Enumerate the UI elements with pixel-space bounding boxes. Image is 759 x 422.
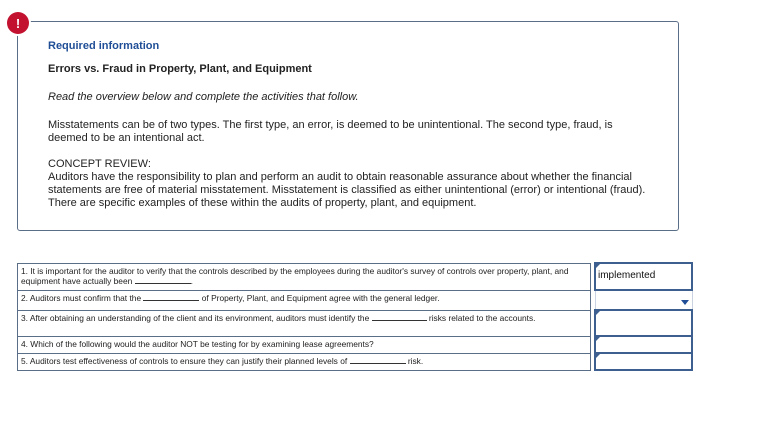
answer-2-select[interactable] [595,290,692,310]
required-info-title: Required information [48,40,160,52]
table-row [18,336,693,353]
question-3: 3. After obtaining an understanding of the client and its environment, auditors must identify the risks related to the accounts. [18,310,591,336]
section-title: Errors vs. Fraud in Property, Plant, and Equipment [48,63,312,75]
answer-3-input[interactable] [595,310,692,336]
answer-5-input[interactable] [595,353,692,370]
instructions-text: Read the overview below and complete the activities that follow. [48,91,359,103]
table-row [18,310,693,336]
answer-1-input[interactable] [595,263,692,290]
concept-review [48,158,648,210]
flag-icon [596,354,600,358]
concept-body: Auditors have the responsibility to plan and perform an audit to obtain reasonable assurance about whether the financial statements are free of material misstatement. Misstatement is classified as either unintentional (error) or intentional (fraud). There are specific examples of these within the audits of property, plant, and equipment. [48,171,646,209]
flag-icon [596,264,600,268]
overview-paragraph: Misstatements can be of two types. The first type, an error, is deemed to be unintentional. The second type, fraud, is deemed to be an intentional act. [48,119,613,144]
question-4: 4. Which of the following would the auditor NOT be testing for by examining lease agreements? [18,336,591,353]
question-1: 1. It is important for the auditor to verify that the controls described by the employees during the auditor's survey of controls over property, plant, and equipment have actually been . [18,263,591,290]
blank-line [350,357,406,364]
question-5: 5. Auditors test effectiveness of controls to ensure they can justify their planned levels of risk. [18,353,591,370]
answer-4-input[interactable] [595,336,692,353]
alert-icon: ! [7,12,29,34]
concept-heading: CONCEPT REVIEW: [48,158,151,170]
chevron-down-icon[interactable] [681,300,689,305]
flag-icon [596,337,600,341]
blank-line [135,277,191,284]
question-2: 2. Auditors must confirm that the of Property, Plant, and Equipment agree with the general ledger. [18,290,591,310]
question-table [17,262,693,371]
table-row [18,353,693,370]
table-row [18,290,693,310]
table-row [18,263,693,290]
flag-icon [596,311,600,315]
blank-line [372,314,427,321]
required-info-panel [17,21,679,231]
blank-line [143,294,199,301]
answer-1-value: implemented [598,270,656,281]
